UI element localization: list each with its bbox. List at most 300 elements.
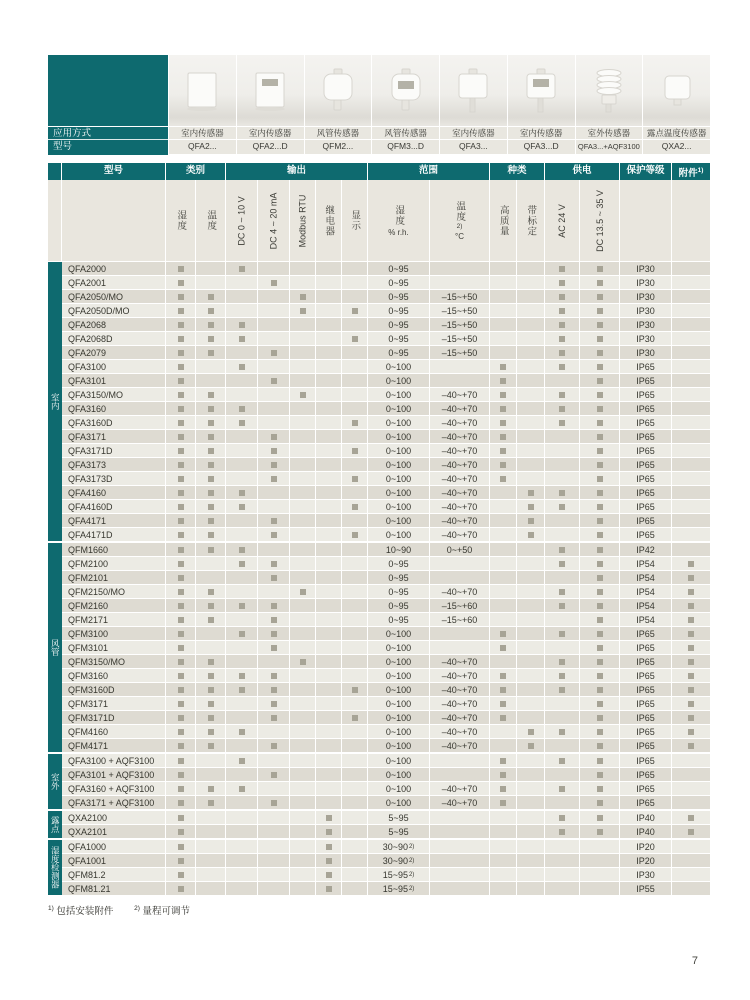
table-row bbox=[62, 332, 710, 346]
modbus-mark-cell bbox=[290, 854, 316, 867]
feature-mark bbox=[528, 490, 534, 496]
dc1335-mark-cell bbox=[580, 543, 620, 556]
dc1335-mark-cell bbox=[580, 528, 620, 541]
ac24-mark-cell bbox=[545, 627, 580, 640]
disp-mark-cell bbox=[342, 374, 368, 387]
feature-mark bbox=[559, 589, 565, 595]
feature-mark bbox=[239, 336, 245, 342]
feature-mark bbox=[178, 406, 184, 412]
table-section bbox=[48, 754, 710, 809]
table-row bbox=[62, 416, 710, 430]
product-type-label: 风管传感器 bbox=[305, 127, 372, 140]
ip-cell: IP65 bbox=[620, 782, 672, 795]
dc420-mark-cell bbox=[258, 318, 290, 331]
dc1335-mark-cell bbox=[580, 472, 620, 485]
product-type-label: 风管传感器 bbox=[372, 127, 439, 140]
cal-mark-cell bbox=[517, 262, 545, 275]
dc420-mark-cell bbox=[258, 768, 290, 781]
product-photo bbox=[169, 55, 236, 127]
footnote-1: $^{1)}$ 包括安装附件 bbox=[48, 904, 114, 917]
feature-mark bbox=[271, 532, 277, 538]
dc010-mark-cell bbox=[226, 514, 258, 527]
tc-cell bbox=[430, 360, 490, 373]
dc420-mark-cell bbox=[258, 882, 290, 895]
rh-cell: 0~100 bbox=[368, 486, 430, 499]
ip-cell: IP65 bbox=[620, 514, 672, 527]
product-type-label: 室外传感器 bbox=[576, 127, 643, 140]
att-mark-cell bbox=[672, 585, 710, 598]
modbus-mark-cell bbox=[290, 811, 316, 824]
table-row bbox=[62, 711, 710, 725]
feature-mark bbox=[208, 786, 214, 792]
application-header-block bbox=[48, 55, 168, 155]
ac24-mark-cell bbox=[545, 599, 580, 612]
feature-mark bbox=[208, 687, 214, 693]
hq-mark-cell bbox=[490, 318, 517, 331]
hum-mark-cell bbox=[166, 854, 196, 867]
subheader-humidity: 湿度 bbox=[166, 180, 196, 261]
feature-mark bbox=[178, 448, 184, 454]
cal-mark-cell bbox=[517, 840, 545, 853]
temp-mark-cell bbox=[196, 854, 226, 867]
feature-mark bbox=[271, 518, 277, 524]
disp-mark-cell bbox=[342, 571, 368, 584]
modbus-mark-cell bbox=[290, 641, 316, 654]
subheader-band bbox=[48, 180, 62, 261]
section-band bbox=[48, 262, 62, 541]
model-cell: QFM4160 bbox=[62, 725, 166, 738]
tc-cell bbox=[430, 627, 490, 640]
table-row bbox=[62, 262, 710, 276]
model-cell: QFM3160 bbox=[62, 669, 166, 682]
table-row bbox=[62, 374, 710, 388]
tc-cell bbox=[430, 374, 490, 387]
feature-mark bbox=[271, 687, 277, 693]
ac24-mark-cell bbox=[545, 754, 580, 767]
feature-mark bbox=[559, 659, 565, 665]
rh-cell: 0~100 bbox=[368, 669, 430, 682]
rh-cell: 30~90 2) bbox=[368, 854, 430, 867]
temp-mark-cell bbox=[196, 557, 226, 570]
att-mark-cell bbox=[672, 543, 710, 556]
feature-mark bbox=[178, 858, 184, 864]
temp-mark-cell bbox=[196, 402, 226, 415]
feature-mark bbox=[178, 886, 184, 892]
hum-mark-cell bbox=[166, 528, 196, 541]
dc1335-mark-cell bbox=[580, 697, 620, 710]
hum-mark-cell bbox=[166, 304, 196, 317]
hum-mark-cell bbox=[166, 557, 196, 570]
feature-mark bbox=[559, 815, 565, 821]
modbus-mark-cell bbox=[290, 374, 316, 387]
feature-mark bbox=[239, 420, 245, 426]
dc420-mark-cell bbox=[258, 290, 290, 303]
dc010-mark-cell bbox=[226, 882, 258, 895]
rh-cell: 15~95 2) bbox=[368, 882, 430, 895]
ip-cell: IP40 bbox=[620, 825, 672, 838]
dc010-mark-cell bbox=[226, 360, 258, 373]
feature-mark bbox=[597, 589, 603, 595]
rh-cell: 0~95 bbox=[368, 599, 430, 612]
tc-cell: –40~+70 bbox=[430, 402, 490, 415]
model-cell: QFA4171 bbox=[62, 514, 166, 527]
rh-cell: 30~90 2) bbox=[368, 840, 430, 853]
tc-cell bbox=[430, 868, 490, 881]
dc420-mark-cell bbox=[258, 669, 290, 682]
tc-cell: –40~+70 bbox=[430, 655, 490, 668]
temp-mark-cell bbox=[196, 346, 226, 359]
modbus-mark-cell bbox=[290, 613, 316, 626]
dc420-mark-cell bbox=[258, 711, 290, 724]
temp-mark-cell bbox=[196, 290, 226, 303]
cal-mark-cell bbox=[517, 711, 545, 724]
feature-mark bbox=[597, 336, 603, 342]
temp-mark-cell bbox=[196, 613, 226, 626]
tc-cell: –15~+50 bbox=[430, 290, 490, 303]
rh-cell: 5~95 bbox=[368, 825, 430, 838]
relay-mark-cell bbox=[316, 725, 342, 738]
relay-mark-cell bbox=[316, 557, 342, 570]
dc1335-mark-cell bbox=[580, 458, 620, 471]
feature-mark bbox=[178, 434, 184, 440]
hq-mark-cell bbox=[490, 697, 517, 710]
disp-mark-cell bbox=[342, 782, 368, 795]
cal-mark-cell bbox=[517, 811, 545, 824]
group-header-protection: 保护等级 bbox=[620, 163, 672, 180]
att-mark-cell bbox=[672, 627, 710, 640]
feature-mark bbox=[528, 518, 534, 524]
temp-mark-cell bbox=[196, 669, 226, 682]
att-mark-cell bbox=[672, 388, 710, 401]
table-row bbox=[62, 782, 710, 796]
dc1335-mark-cell bbox=[580, 613, 620, 626]
feature-mark bbox=[271, 617, 277, 623]
model-cell: QFA3173D bbox=[62, 472, 166, 485]
dc420-mark-cell bbox=[258, 613, 290, 626]
temp-mark-cell bbox=[196, 262, 226, 275]
group-header-category: 类别 bbox=[166, 163, 226, 180]
model-cell: QFM2160 bbox=[62, 599, 166, 612]
feature-mark bbox=[178, 378, 184, 384]
ac24-mark-cell bbox=[545, 613, 580, 626]
ac24-mark-cell bbox=[545, 882, 580, 895]
dc1335-mark-cell bbox=[580, 825, 620, 838]
disp-mark-cell bbox=[342, 444, 368, 457]
modbus-mark-cell bbox=[290, 768, 316, 781]
cal-mark-cell bbox=[517, 360, 545, 373]
feature-mark bbox=[326, 844, 332, 850]
feature-mark bbox=[208, 800, 214, 806]
temp-mark-cell bbox=[196, 416, 226, 429]
hq-mark-cell bbox=[490, 683, 517, 696]
temp-mark-cell bbox=[196, 768, 226, 781]
tc-cell: –15~+50 bbox=[430, 332, 490, 345]
cal-mark-cell bbox=[517, 825, 545, 838]
dc1335-mark-cell bbox=[580, 655, 620, 668]
rh-cell: 0~100 bbox=[368, 739, 430, 752]
temp-mark-cell bbox=[196, 388, 226, 401]
hum-mark-cell bbox=[166, 711, 196, 724]
att-mark-cell bbox=[672, 697, 710, 710]
temp-mark-cell bbox=[196, 430, 226, 443]
tc-cell: –15~+50 bbox=[430, 346, 490, 359]
relay-mark-cell bbox=[316, 458, 342, 471]
page-number: 7 bbox=[691, 955, 698, 967]
tc-cell: –40~+70 bbox=[430, 430, 490, 443]
rh-cell: 0~95 bbox=[368, 571, 430, 584]
model-cell: QFM3171D bbox=[62, 711, 166, 724]
cal-mark-cell bbox=[517, 571, 545, 584]
ip-cell: IP30 bbox=[620, 276, 672, 289]
att-mark-cell bbox=[672, 882, 710, 895]
ip-cell: IP65 bbox=[620, 669, 672, 682]
tc-cell: –40~+70 bbox=[430, 388, 490, 401]
ip-cell: IP65 bbox=[620, 683, 672, 696]
tc-cell: 0~+50 bbox=[430, 543, 490, 556]
model-cell: QFA2068D bbox=[62, 332, 166, 345]
dc420-mark-cell bbox=[258, 697, 290, 710]
feature-mark bbox=[178, 673, 184, 679]
ip-cell: IP54 bbox=[620, 613, 672, 626]
disp-mark-cell bbox=[342, 627, 368, 640]
att-mark-cell bbox=[672, 768, 710, 781]
att-mark-cell bbox=[672, 557, 710, 570]
feature-mark bbox=[597, 476, 603, 482]
hum-mark-cell bbox=[166, 641, 196, 654]
ip-cell: IP65 bbox=[620, 360, 672, 373]
relay-mark-cell bbox=[316, 840, 342, 853]
dc420-mark-cell bbox=[258, 388, 290, 401]
hq-mark-cell bbox=[490, 840, 517, 853]
feature-mark bbox=[500, 645, 506, 651]
feature-mark bbox=[239, 322, 245, 328]
disp-mark-cell bbox=[342, 543, 368, 556]
relay-mark-cell bbox=[316, 754, 342, 767]
product-column bbox=[643, 55, 710, 155]
subheader-model bbox=[62, 180, 166, 261]
hum-mark-cell bbox=[166, 500, 196, 513]
disp-mark-cell bbox=[342, 472, 368, 485]
modbus-mark-cell bbox=[290, 472, 316, 485]
feature-mark bbox=[239, 631, 245, 637]
relay-mark-cell bbox=[316, 304, 342, 317]
ip-cell: IP65 bbox=[620, 627, 672, 640]
ip-cell: IP54 bbox=[620, 585, 672, 598]
product-photo bbox=[643, 55, 710, 127]
subheader-dc4-20ma: DC 4 ~ 20 mA bbox=[258, 180, 290, 261]
feature-mark bbox=[239, 490, 245, 496]
product-column bbox=[169, 55, 236, 155]
dc1335-mark-cell bbox=[580, 290, 620, 303]
ac24-mark-cell bbox=[545, 444, 580, 457]
dc010-mark-cell bbox=[226, 599, 258, 612]
section-band bbox=[48, 754, 62, 809]
feature-mark bbox=[597, 448, 603, 454]
dc1335-mark-cell bbox=[580, 725, 620, 738]
relay-mark-cell bbox=[316, 768, 342, 781]
relay-mark-cell bbox=[316, 262, 342, 275]
hum-mark-cell bbox=[166, 811, 196, 824]
feature-mark bbox=[271, 772, 277, 778]
model-cell: QFA2068 bbox=[62, 318, 166, 331]
hum-mark-cell bbox=[166, 276, 196, 289]
table-row bbox=[62, 514, 710, 528]
hq-mark-cell bbox=[490, 416, 517, 429]
cal-mark-cell bbox=[517, 430, 545, 443]
ip-cell: IP65 bbox=[620, 500, 672, 513]
model-cell: QFA3160 bbox=[62, 402, 166, 415]
modbus-mark-cell bbox=[290, 697, 316, 710]
modbus-mark-cell bbox=[290, 304, 316, 317]
ac24-mark-cell bbox=[545, 500, 580, 513]
modbus-mark-cell bbox=[290, 557, 316, 570]
disp-mark-cell bbox=[342, 500, 368, 513]
ip-cell: IP65 bbox=[620, 796, 672, 809]
feature-mark bbox=[500, 631, 506, 637]
dc420-mark-cell bbox=[258, 402, 290, 415]
dc420-mark-cell bbox=[258, 782, 290, 795]
ip-cell: IP20 bbox=[620, 854, 672, 867]
temp-mark-cell bbox=[196, 825, 226, 838]
model-cell: QFM3101 bbox=[62, 641, 166, 654]
feature-mark bbox=[688, 715, 694, 721]
disp-mark-cell bbox=[342, 641, 368, 654]
model-cell: QFA3160 + AQF3100 bbox=[62, 782, 166, 795]
ac24-mark-cell bbox=[545, 739, 580, 752]
tc-cell: –40~+70 bbox=[430, 458, 490, 471]
dc1335-mark-cell bbox=[580, 276, 620, 289]
model-cell: QFA3100 + AQF3100 bbox=[62, 754, 166, 767]
feature-mark bbox=[271, 350, 277, 356]
feature-mark bbox=[559, 392, 565, 398]
table-row bbox=[62, 825, 710, 838]
feature-mark bbox=[208, 715, 214, 721]
relay-mark-cell bbox=[316, 543, 342, 556]
feature-mark bbox=[239, 687, 245, 693]
feature-mark bbox=[500, 715, 506, 721]
disp-mark-cell bbox=[342, 683, 368, 696]
rh-cell: 0~95 bbox=[368, 276, 430, 289]
feature-mark bbox=[500, 476, 506, 482]
dc1335-mark-cell bbox=[580, 318, 620, 331]
att-mark-cell bbox=[672, 500, 710, 513]
table-row bbox=[62, 613, 710, 627]
disp-mark-cell bbox=[342, 430, 368, 443]
modbus-mark-cell bbox=[290, 262, 316, 275]
model-cell: QFM2100 bbox=[62, 557, 166, 570]
ac24-mark-cell bbox=[545, 528, 580, 541]
feature-mark bbox=[300, 589, 306, 595]
dc1335-mark-cell bbox=[580, 500, 620, 513]
rh-cell: 0~95 bbox=[368, 304, 430, 317]
feature-mark bbox=[208, 434, 214, 440]
rh-cell: 0~95 bbox=[368, 346, 430, 359]
feature-mark bbox=[178, 715, 184, 721]
dc010-mark-cell bbox=[226, 528, 258, 541]
att-mark-cell bbox=[672, 854, 710, 867]
feature-mark bbox=[559, 758, 565, 764]
disp-mark-cell bbox=[342, 514, 368, 527]
ip-cell: IP54 bbox=[620, 571, 672, 584]
model-cell: QFA2050/MO bbox=[62, 290, 166, 303]
disp-mark-cell bbox=[342, 360, 368, 373]
cal-mark-cell bbox=[517, 613, 545, 626]
tc-cell: –40~+70 bbox=[430, 739, 490, 752]
rh-cell: 0~100 bbox=[368, 416, 430, 429]
relay-mark-cell bbox=[316, 669, 342, 682]
dc420-mark-cell bbox=[258, 262, 290, 275]
dc010-mark-cell bbox=[226, 796, 258, 809]
feature-mark bbox=[559, 561, 565, 567]
model-cell: QFA2050D/MO bbox=[62, 304, 166, 317]
hum-mark-cell bbox=[166, 402, 196, 415]
table-row bbox=[62, 500, 710, 514]
model-cell: QFM81.2 bbox=[62, 868, 166, 881]
product-strip bbox=[48, 55, 710, 155]
tc-cell bbox=[430, 768, 490, 781]
dc010-mark-cell bbox=[226, 711, 258, 724]
cal-mark-cell bbox=[517, 754, 545, 767]
ac24-mark-cell bbox=[545, 430, 580, 443]
feature-mark bbox=[208, 294, 214, 300]
tc-cell: –40~+70 bbox=[430, 500, 490, 513]
feature-mark bbox=[178, 631, 184, 637]
rh-cell: 0~100 bbox=[368, 528, 430, 541]
ac24-mark-cell bbox=[545, 840, 580, 853]
table-section bbox=[48, 543, 710, 752]
feature-mark bbox=[688, 701, 694, 707]
feature-mark bbox=[239, 266, 245, 272]
tc-cell: –40~+70 bbox=[430, 669, 490, 682]
hum-mark-cell bbox=[166, 613, 196, 626]
modbus-mark-cell bbox=[290, 332, 316, 345]
dc010-mark-cell bbox=[226, 430, 258, 443]
dc1335-mark-cell bbox=[580, 346, 620, 359]
feature-mark bbox=[271, 645, 277, 651]
ip-cell: IP55 bbox=[620, 882, 672, 895]
feature-mark bbox=[326, 872, 332, 878]
modbus-mark-cell bbox=[290, 360, 316, 373]
feature-mark bbox=[597, 392, 603, 398]
table-row bbox=[62, 697, 710, 711]
table-row bbox=[62, 318, 710, 332]
modbus-mark-cell bbox=[290, 430, 316, 443]
product-model-label: QFA2...D bbox=[237, 140, 304, 154]
feature-mark bbox=[271, 800, 277, 806]
disp-mark-cell bbox=[342, 655, 368, 668]
feature-mark bbox=[597, 673, 603, 679]
feature-mark bbox=[528, 504, 534, 510]
att-mark-cell bbox=[672, 641, 710, 654]
att-mark-cell bbox=[672, 571, 710, 584]
att-mark-cell bbox=[672, 782, 710, 795]
feature-mark bbox=[500, 462, 506, 468]
teal-spacer bbox=[48, 55, 168, 127]
dc1335-mark-cell bbox=[580, 683, 620, 696]
dc420-mark-cell bbox=[258, 796, 290, 809]
dc420-mark-cell bbox=[258, 276, 290, 289]
rh-cell: 0~95 bbox=[368, 585, 430, 598]
feature-mark bbox=[559, 294, 565, 300]
dc010-mark-cell bbox=[226, 290, 258, 303]
feature-mark bbox=[500, 406, 506, 412]
hq-mark-cell bbox=[490, 641, 517, 654]
temp-mark-cell bbox=[196, 868, 226, 881]
disp-mark-cell bbox=[342, 388, 368, 401]
section-band bbox=[48, 840, 62, 895]
temp-mark-cell bbox=[196, 318, 226, 331]
relay-mark-cell bbox=[316, 402, 342, 415]
